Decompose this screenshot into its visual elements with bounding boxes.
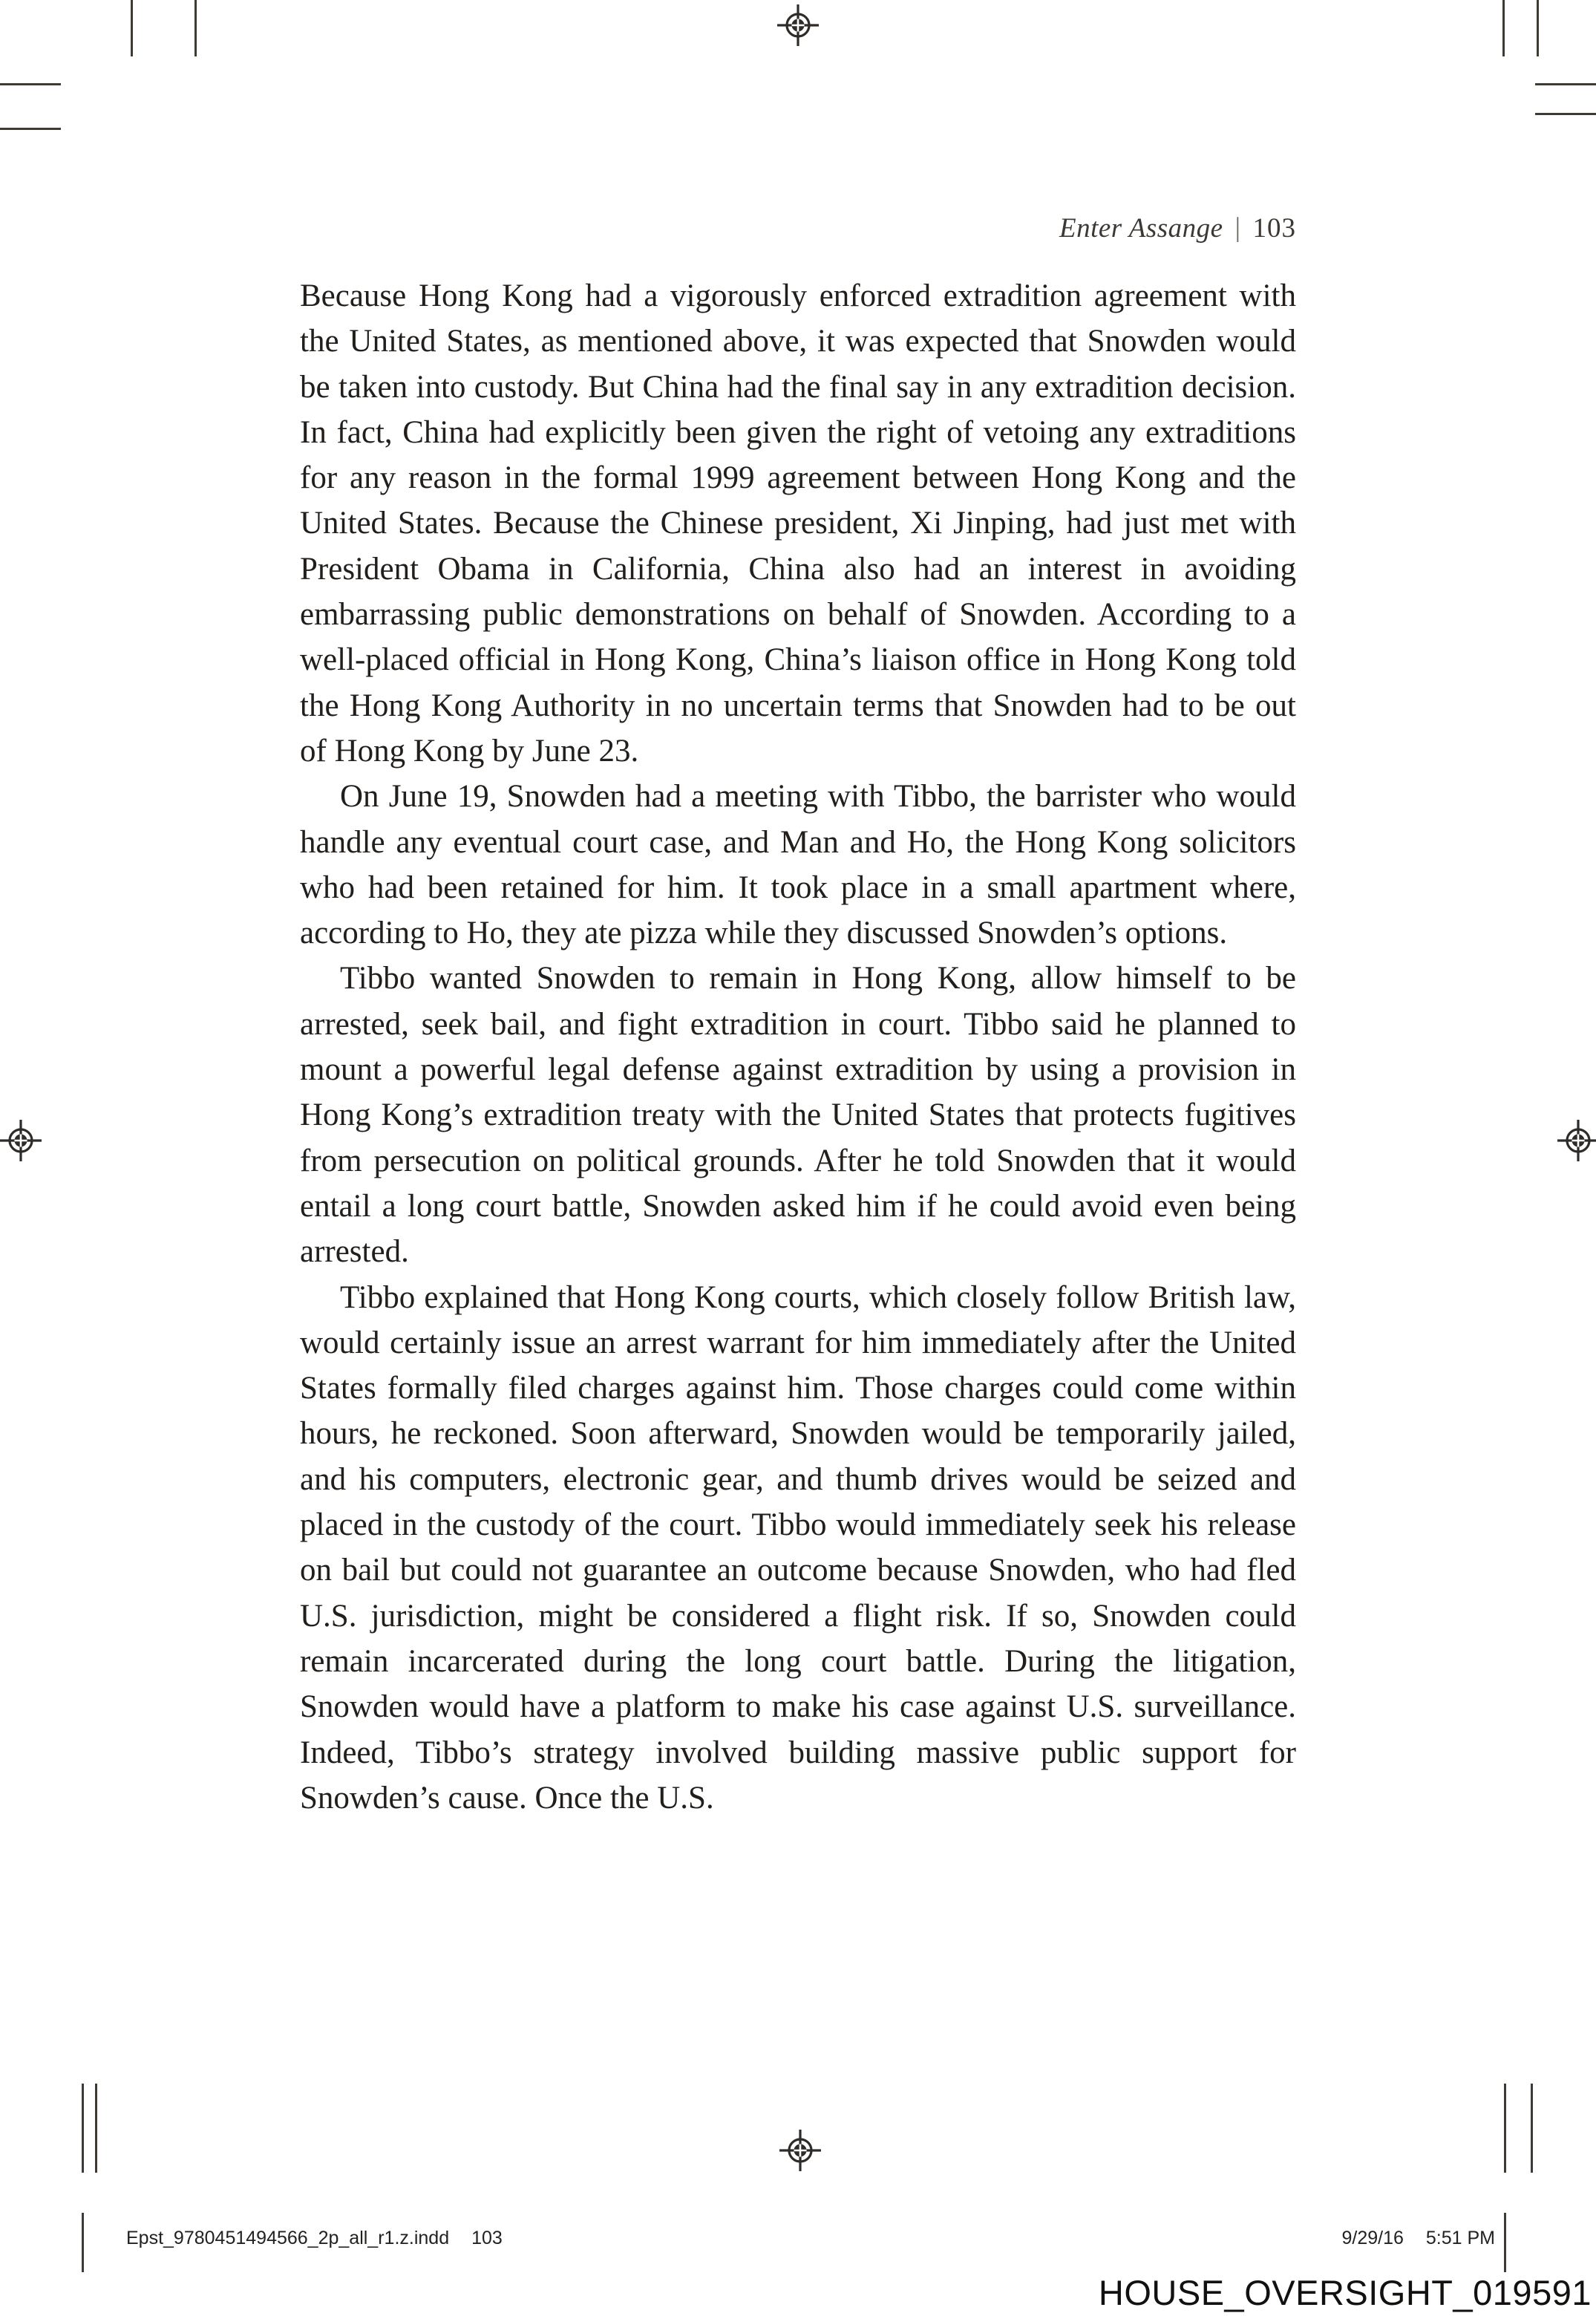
print-timestamp (1341, 2228, 1495, 2249)
bates-stamp: HOUSE_OVERSIGHT_019591 (1098, 2273, 1592, 2312)
crop-mark (1535, 83, 1596, 85)
page-number: 103 (1252, 213, 1296, 244)
running-head-separator: | (1234, 212, 1241, 243)
crop-mark (1535, 113, 1596, 115)
crop-mark (82, 2213, 84, 2272)
registration-mark-icon (0, 1120, 42, 1161)
registration-mark-icon (777, 4, 819, 46)
crop-mark (1531, 2084, 1533, 2173)
chapter-title: Enter Assange (1059, 213, 1223, 244)
footer-slug-line (126, 2228, 1495, 2249)
timestamp-date: 9/29/16 (1341, 2228, 1404, 2248)
crop-mark (82, 2084, 84, 2173)
crop-mark (95, 2084, 97, 2173)
timestamp-time: 5:51 PM (1425, 2228, 1495, 2248)
crop-mark (0, 128, 61, 130)
slug-filename: Epst_9780451494566_2p_all_r1.z.indd (126, 2228, 450, 2248)
paragraph-4: Tibbo explained that Hong Kong courts, which closely follow British law, would certainly issue an arrest warrant for him immediately after the United States formally filed charges against him. Those charges could come within hours, he reckoned. Soon afterward, Snowden would be temporarily jailed, and his computers, electronic gear, and thumb drives would be seized and placed in the custody of the court. Tibbo would immediately seek his release on bail but could not guarantee an outcome because Snowden, who had fled U.S. jurisdiction, might be considered a flight risk. If so, Snowden could remain incarcerated during the long court battle. During the litigation, Snowden would have a platform to make his case against U.S. surveillance. Indeed, Tibbo’s strategy involved building massive public support for Snowden’s cause. Once the U.S. (300, 1279, 1296, 1816)
paragraph-1: Because Hong Kong had a vigorously enforced extradition agreement with the United States, as mentioned above, it was expected that Snowden would be taken into custody. But China had the final say in any extradition decision. In fact, China had explicitly been given the right of vetoing any extraditions for any reason in the formal 1999 agreement between Hong Kong and the United States. Because the Chinese president, Xi Jinping, had just met with President Obama in California, China also had an interest in avoiding embarrassing public demonstrations on behalf of Snowden. According to a well-placed official in Hong Kong, China’s liaison office in Hong Kong told the Hong Kong Authority in no uncertain terms that Snowden had to be out of Hong Kong by June 23. (300, 278, 1296, 769)
crop-mark (0, 83, 61, 85)
body-text (300, 273, 1296, 1821)
registration-mark-icon (1557, 1120, 1596, 1161)
paragraph-3: Tibbo wanted Snowden to remain in Hong Kong, allow himself to be arrested, seek bail, and fight extradition in court. Tibbo said he planned to mount a powerful legal defense against extradition by using a provision in Hong Kong’s extradition treaty with the United States that protects fugitives from persecution on political grounds. After he told Snowden that it would entail a long court battle, Snowden asked him if he could avoid even being arrested. (300, 961, 1296, 1270)
crop-mark (131, 0, 133, 56)
crop-mark (1537, 0, 1539, 56)
crop-mark (1504, 2213, 1506, 2272)
running-head (300, 212, 1296, 244)
print-slug (126, 2228, 503, 2249)
crop-mark (1504, 2084, 1506, 2173)
registration-mark-icon (779, 2130, 821, 2171)
slug-page-number: 103 (471, 2228, 503, 2248)
crop-mark (1502, 0, 1505, 56)
crop-mark (194, 0, 197, 56)
paragraph-2: On June 19, Snowden had a meeting with Tibbo, the barrister who would handle any eventual court case, and Man and Ho, the Hong Kong solicitors who had been retained for him. It took place in a small apartment where, according to Ho, they ate pizza while they discussed Snowden’s options. (300, 779, 1296, 951)
